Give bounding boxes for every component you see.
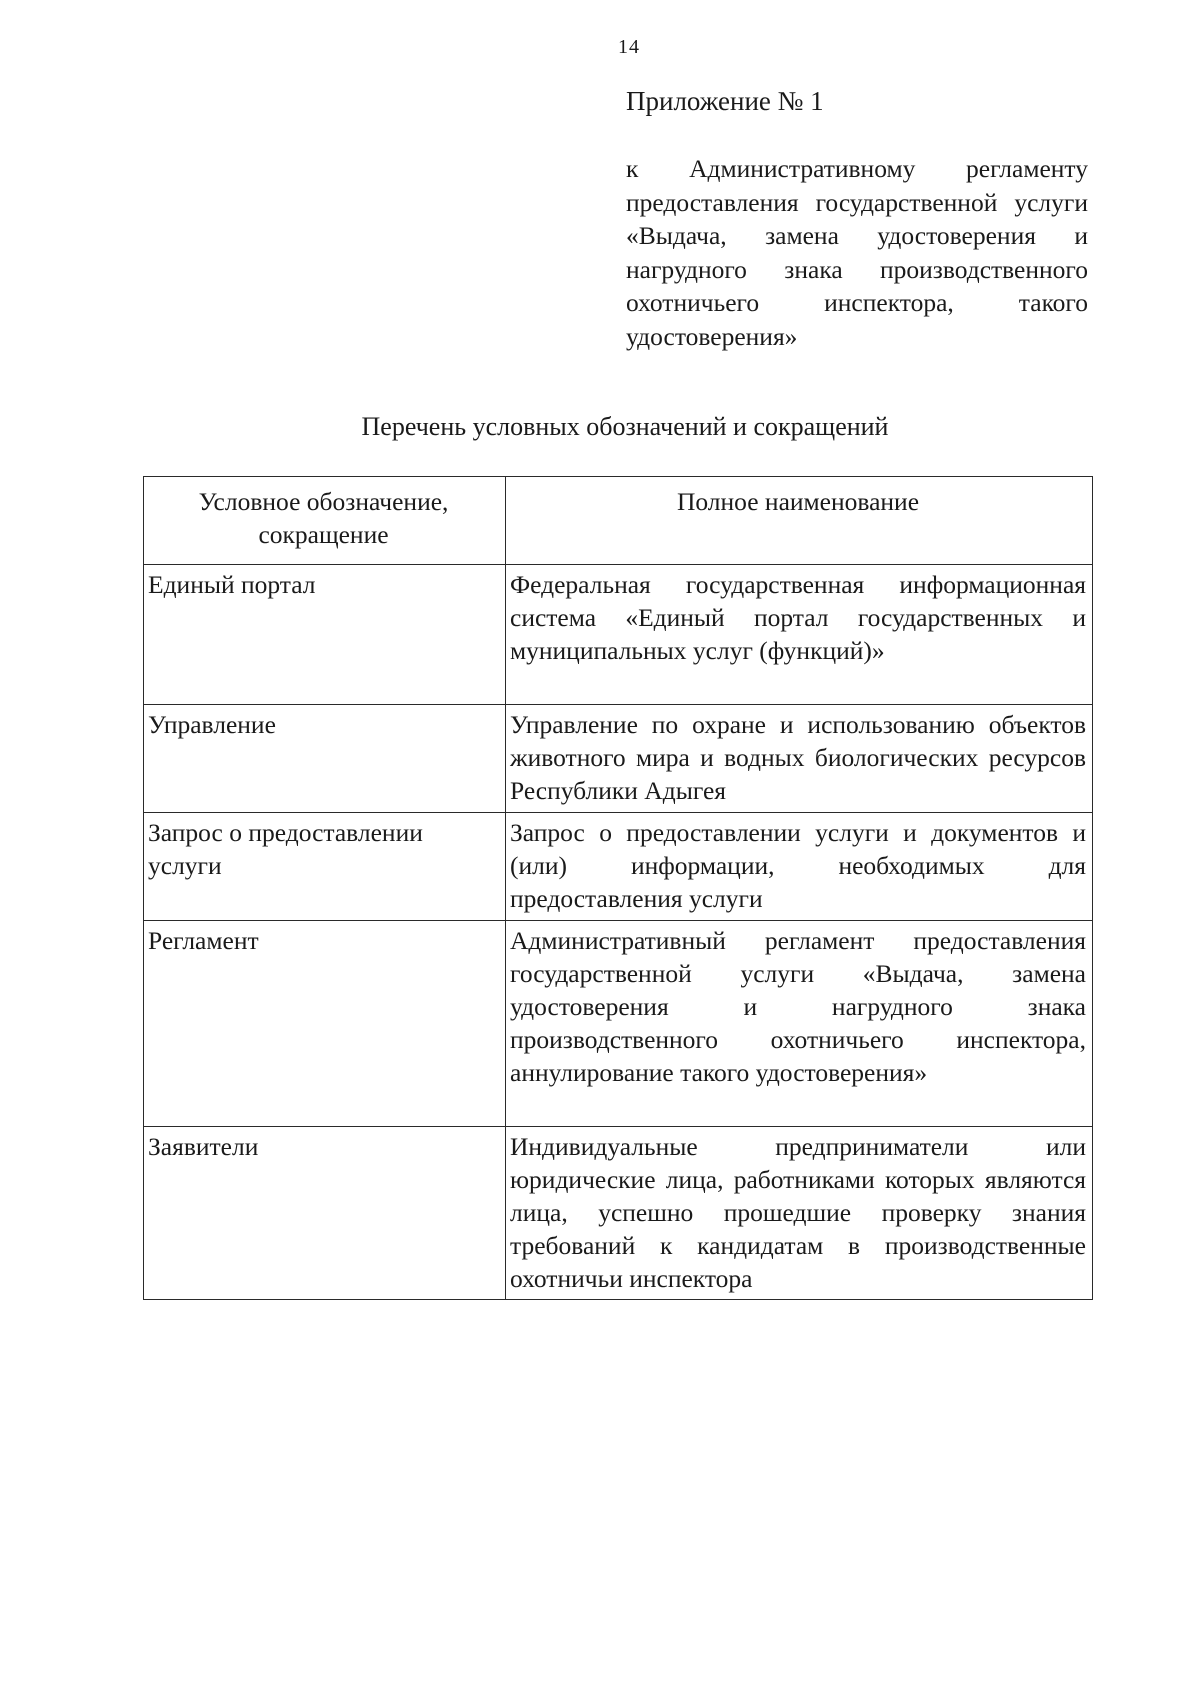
page-number: 14	[618, 36, 640, 58]
table-row	[144, 921, 1093, 1127]
row-abbreviation: Единый портал	[144, 565, 506, 705]
table-row	[144, 705, 1093, 813]
row-full-name: Индивидуальные предприниматели или юридические лица, работниками которых являются лица, успешно прошедшие проверку знания требований к кандидатам в производственные охотничьи инспектора	[506, 1127, 1093, 1300]
table-row	[144, 813, 1093, 921]
list-title: Перечень условных обозначений и сокращений	[361, 412, 889, 441]
row-abbreviation: Заявители	[144, 1127, 506, 1300]
header-full-name: Полное наименование	[506, 477, 1093, 565]
table-header-row	[144, 477, 1093, 565]
header-abbreviation: Условное обозначение, сокращение	[144, 477, 506, 565]
row-full-name: Административный регламент предоставления государственной услуги «Выдача, замена удостоверения и нагрудного знака производственного охотничьего инспектора, аннулирование такого удостоверения»	[506, 921, 1093, 1127]
table-row	[144, 1127, 1093, 1300]
row-abbreviation: Управление	[144, 705, 506, 813]
table-row	[144, 565, 1093, 705]
appendix-reference: к Административному регламенту предоставления государственной услуги «Выдача, замена удостоверения и нагрудного знака производственного охотничьего инспектора, такого удостоверения»	[626, 154, 1088, 351]
appendix-title: Приложение № 1	[626, 86, 824, 116]
row-full-name: Запрос о предоставлении услуги и документов и (или) информации, необходимых для предоставления услуги	[506, 813, 1093, 921]
row-abbreviation: Регламент	[144, 921, 506, 1127]
row-abbreviation: Запрос о предоставлении услуги	[144, 813, 506, 921]
abbreviations-table	[143, 476, 1093, 1300]
row-full-name: Федеральная государственная информационная система «Единый портал государственных и муниципальных услуг (функций)»	[506, 565, 1093, 705]
row-full-name: Управление по охране и использованию объектов животного мира и водных биологических ресурсов Республики Адыгея	[506, 705, 1093, 813]
